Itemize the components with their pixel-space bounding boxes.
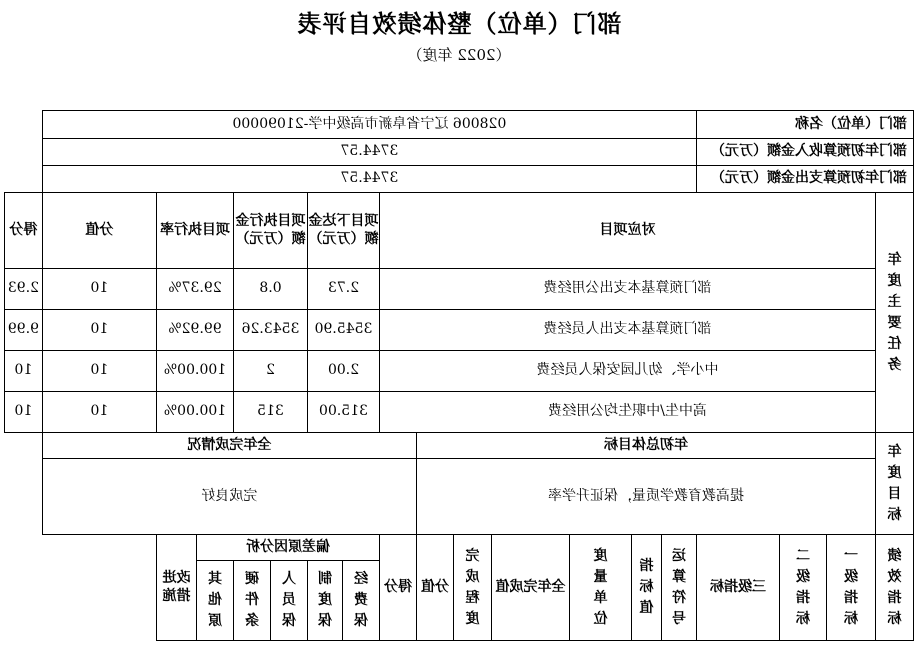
task-rate: 100.00% xyxy=(156,351,233,392)
unit-name-value: 028006 辽宁省阜新市高级中学-21090000 xyxy=(42,111,696,139)
tasks-header-rate: 项目执行率 xyxy=(156,193,233,269)
task-score: 9.99 xyxy=(5,310,43,351)
task-row xyxy=(5,392,914,433)
tasks-header-budget: 项目下达金额（万元） xyxy=(307,193,379,269)
task-rate: 99.92% xyxy=(156,310,233,351)
tasks-header-row xyxy=(5,193,914,269)
deviation-other: 其 他 原 xyxy=(196,561,233,641)
task-rate: 100.00% xyxy=(156,392,233,433)
indicators-header-row xyxy=(5,535,914,561)
goals-initial-value: 提高教育教学质量，保证升学率 xyxy=(416,459,875,535)
income-label: 部门年初预算收入金额（万元） xyxy=(696,139,913,166)
indicators-unit: 度 量 单 位 xyxy=(569,535,631,641)
task-budget: 315.00 xyxy=(307,392,379,433)
task-executed: 0.8 xyxy=(233,269,307,310)
task-budget: 3545.90 xyxy=(307,310,379,351)
indicators-degree: 完 成 程 度 xyxy=(453,535,491,641)
indicators-target: 指 标 值 xyxy=(631,535,661,641)
task-score: 10 xyxy=(5,351,43,392)
deviation-hardware: 硬 件 条 xyxy=(233,561,270,641)
task-row xyxy=(5,269,914,310)
indicators-operator: 运 算 符 号 xyxy=(661,535,696,641)
tasks-header-score: 得分 xyxy=(5,193,43,269)
task-project: 高中生/中职生均公用经费 xyxy=(379,392,875,433)
task-weight: 10 xyxy=(42,392,156,433)
indicators-deviation: 偏差原因分析 xyxy=(196,535,379,561)
indicators-level3: 三级指标 xyxy=(696,535,779,641)
deviation-funds: 经 费 保 xyxy=(342,561,379,641)
goals-completion-header: 全年完成情况 xyxy=(42,433,416,459)
indicators-actual: 全年完成值 xyxy=(491,535,569,641)
expense-label: 部门年初预算支出金额（万元） xyxy=(696,166,913,193)
task-weight: 10 xyxy=(42,351,156,392)
task-row xyxy=(5,351,914,392)
indicators-score: 得分 xyxy=(379,535,416,641)
indicators-side-label: 绩 效 指 标 xyxy=(876,535,914,641)
deviation-system: 制 度 保 xyxy=(307,561,342,641)
task-score: 2.93 xyxy=(5,269,43,310)
evaluation-table xyxy=(4,110,914,641)
unit-name-row xyxy=(5,111,914,139)
indicators-weight: 分值 xyxy=(416,535,453,641)
page-title: 部门（单位）整体绩效自评表 xyxy=(296,9,622,38)
task-score: 10 xyxy=(5,392,43,433)
goals-header-row xyxy=(5,433,914,459)
task-rate: 29.37% xyxy=(156,269,233,310)
goals-completion-value: 完成良好 xyxy=(42,459,416,535)
unit-name-label: 部门（单位）名称 xyxy=(696,111,913,139)
tasks-header-weight: 分值 xyxy=(42,193,156,269)
income-row xyxy=(5,139,914,166)
deviation-staff: 人 员 保 xyxy=(270,561,307,641)
task-project: 部门预算基本支出公用经费 xyxy=(379,269,875,310)
goals-side-label: 年 度 目 标 xyxy=(876,433,914,535)
goals-initial-header: 年初总体目标 xyxy=(416,433,875,459)
indicators-level1: 一 级 指 标 xyxy=(827,535,876,641)
task-weight: 10 xyxy=(42,269,156,310)
task-budget: 2.73 xyxy=(307,269,379,310)
tasks-header-executed: 项目执行金额（万元） xyxy=(233,193,307,269)
indicators-level2: 二 级 指 标 xyxy=(780,535,827,641)
task-row xyxy=(5,310,914,351)
indicators-measures: 改进措施 xyxy=(156,535,196,641)
task-project: 中小学、幼儿园安保人员经费 xyxy=(379,351,875,392)
task-executed: 3543.26 xyxy=(233,310,307,351)
expense-value: 3744.57 xyxy=(42,166,696,193)
expense-row xyxy=(5,166,914,193)
goals-value-row xyxy=(5,459,914,535)
task-project: 部门预算基本支出人员经费 xyxy=(379,310,875,351)
task-executed: 2 xyxy=(233,351,307,392)
year-label: （2022 年度） xyxy=(407,46,511,64)
tasks-header-project: 对应项目 xyxy=(379,193,875,269)
task-executed: 315 xyxy=(233,392,307,433)
task-weight: 10 xyxy=(42,310,156,351)
task-budget: 2.00 xyxy=(307,351,379,392)
income-value: 3744.57 xyxy=(42,139,696,166)
tasks-side-label: 年 度 主 要 任 务 xyxy=(876,193,914,433)
